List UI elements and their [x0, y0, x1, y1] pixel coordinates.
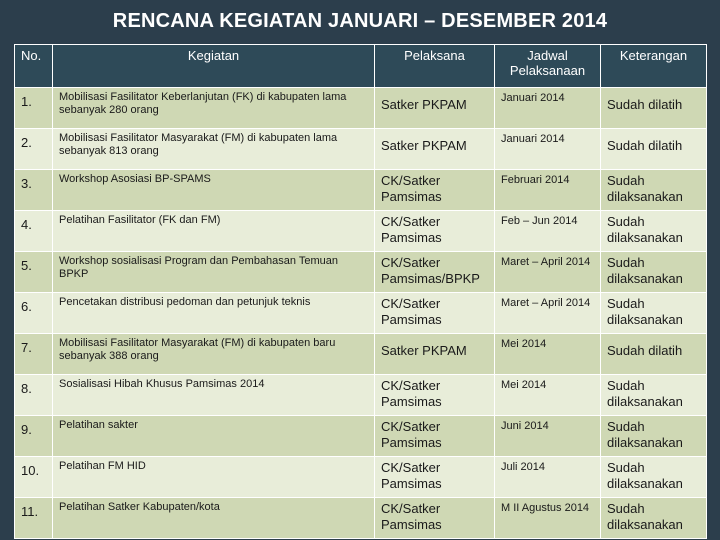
cell-keterangan: Sudah dilaksanakan	[601, 416, 707, 457]
cell-pelaksana: Satker PKPAM	[375, 88, 495, 129]
cell-kegiatan: Workshop sosialisasi Program dan Pembahasan Temuan BPKP	[53, 252, 375, 293]
cell-keterangan: Sudah dilatih	[601, 129, 707, 170]
cell-pelaksana: Satker PKPAM	[375, 129, 495, 170]
cell-no: 4.	[15, 211, 53, 252]
header-jadwal: Jadwal Pelaksanaan	[495, 45, 601, 88]
cell-kegiatan: Mobilisasi Fasilitator Masyarakat (FM) di kabupaten baru sebanyak 388 orang	[53, 334, 375, 375]
cell-keterangan: Sudah dilatih	[601, 88, 707, 129]
table-row	[15, 293, 707, 334]
cell-jadwal: Februari 2014	[495, 170, 601, 211]
cell-keterangan: Sudah dilaksanakan	[601, 498, 707, 539]
cell-jadwal: Mei 2014	[495, 375, 601, 416]
cell-jadwal: Maret – April 2014	[495, 252, 601, 293]
cell-no: 1.	[15, 88, 53, 129]
table-row	[15, 375, 707, 416]
table-row	[15, 498, 707, 539]
cell-kegiatan: Pelatihan sakter	[53, 416, 375, 457]
cell-pelaksana: CK/Satker Pamsimas	[375, 457, 495, 498]
cell-no: 7.	[15, 334, 53, 375]
page-title: RENCANA KEGIATAN JANUARI – DESEMBER 2014	[112, 10, 608, 32]
cell-no: 10.	[15, 457, 53, 498]
cell-jadwal: Januari 2014	[495, 129, 601, 170]
table-row	[15, 129, 707, 170]
cell-pelaksana: CK/Satker Pamsimas	[375, 498, 495, 539]
cell-no: 3.	[15, 170, 53, 211]
cell-jadwal: Juni 2014	[495, 416, 601, 457]
cell-kegiatan: Sosialisasi Hibah Khusus Pamsimas 2014	[53, 375, 375, 416]
cell-pelaksana: CK/Satker Pamsimas	[375, 375, 495, 416]
cell-kegiatan: Workshop Asosiasi BP-SPAMS	[53, 170, 375, 211]
cell-keterangan: Sudah dilaksanakan	[601, 375, 707, 416]
cell-pelaksana: CK/Satker Pamsimas/BPKP	[375, 252, 495, 293]
cell-keterangan: Sudah dilaksanakan	[601, 293, 707, 334]
cell-no: 8.	[15, 375, 53, 416]
cell-keterangan: Sudah dilaksanakan	[601, 252, 707, 293]
header-keterangan: Keterangan	[601, 45, 707, 88]
cell-keterangan: Sudah dilaksanakan	[601, 170, 707, 211]
table-row	[15, 170, 707, 211]
cell-keterangan: Sudah dilatih	[601, 334, 707, 375]
header-pelaksana: Pelaksana	[375, 45, 495, 88]
cell-pelaksana: CK/Satker Pamsimas	[375, 416, 495, 457]
activity-table	[14, 44, 707, 539]
cell-no: 5.	[15, 252, 53, 293]
table-row	[15, 416, 707, 457]
header-kegiatan: Kegiatan	[53, 45, 375, 88]
cell-jadwal: Feb – Jun 2014	[495, 211, 601, 252]
cell-kegiatan: Pelatihan Satker Kabupaten/kota	[53, 498, 375, 539]
cell-pelaksana: CK/Satker Pamsimas	[375, 170, 495, 211]
cell-no: 9.	[15, 416, 53, 457]
cell-jadwal: Juli 2014	[495, 457, 601, 498]
cell-kegiatan: Pelatihan Fasilitator (FK dan FM)	[53, 211, 375, 252]
cell-kegiatan: Pelatihan FM HID	[53, 457, 375, 498]
cell-jadwal: Maret – April 2014	[495, 293, 601, 334]
table-row	[15, 252, 707, 293]
table-row	[15, 88, 707, 129]
header-row	[15, 45, 707, 88]
header-no: No.	[15, 45, 53, 88]
cell-no: 2.	[15, 129, 53, 170]
cell-kegiatan: Mobilisasi Fasilitator Keberlanjutan (FK) di kabupaten lama sebanyak 280 orang	[53, 88, 375, 129]
cell-keterangan: Sudah dilaksanakan	[601, 457, 707, 498]
cell-pelaksana: CK/Satker Pamsimas	[375, 293, 495, 334]
cell-kegiatan: Pencetakan distribusi pedoman dan petunjuk teknis	[53, 293, 375, 334]
cell-keterangan: Sudah dilaksanakan	[601, 211, 707, 252]
table-row	[15, 334, 707, 375]
table-row	[15, 457, 707, 498]
cell-jadwal: Januari 2014	[495, 88, 601, 129]
cell-jadwal: M II Agustus 2014	[495, 498, 601, 539]
cell-pelaksana: Satker PKPAM	[375, 334, 495, 375]
cell-kegiatan: Mobilisasi Fasilitator Masyarakat (FM) di kabupaten lama sebanyak 813 orang	[53, 129, 375, 170]
cell-jadwal: Mei 2014	[495, 334, 601, 375]
table-row	[15, 211, 707, 252]
cell-no: 6.	[15, 293, 53, 334]
cell-pelaksana: CK/Satker Pamsimas	[375, 211, 495, 252]
cell-no: 11.	[15, 498, 53, 539]
